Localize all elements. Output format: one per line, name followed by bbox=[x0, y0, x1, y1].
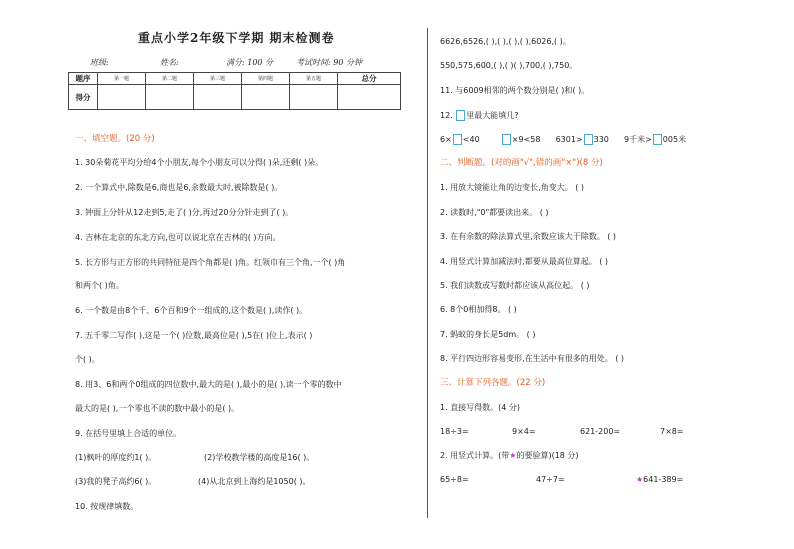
question-12 bbox=[440, 110, 519, 121]
full-score: 满分: 100 分 bbox=[226, 58, 274, 67]
judge-5: 5. 我们读数或写数时都应该从高位起。 ( ) bbox=[440, 281, 590, 290]
question-9: 9. 在括号里填上合适的单位。 bbox=[75, 429, 182, 438]
question-12-text: 里最大能填几? bbox=[466, 111, 519, 120]
star-icon: ★ bbox=[509, 451, 517, 460]
q12-item: 005米 bbox=[662, 135, 687, 144]
blank-box[interactable] bbox=[653, 134, 662, 145]
question-8-cont: 最大的是( ),一个零也不读的数中最小的是( )。 bbox=[75, 404, 240, 413]
question-5: 5. 长方形与正方形的共同特征是四个角都是( )角。红领巾有三个角,一个( )角 bbox=[75, 258, 346, 267]
question-7: 7. 五千零二写作( ),这是一个( )位数,最高位是( ),5在( )位上,表示( ) bbox=[75, 331, 313, 340]
judge-3: 3. 在有余数的除法算式里,余数应该大于除数。 ( ) bbox=[440, 232, 617, 241]
question-10: 10. 按规律填数。 bbox=[75, 502, 139, 511]
score-cell[interactable] bbox=[146, 85, 194, 110]
calc-1-item: 18÷3= bbox=[440, 427, 469, 436]
q12-item: 6× bbox=[440, 135, 452, 144]
question-12-items bbox=[440, 134, 686, 145]
q12-item: 6301> bbox=[555, 135, 583, 144]
score-table-col-4: 第四题 bbox=[242, 73, 290, 85]
blank-box[interactable] bbox=[502, 134, 511, 145]
question-3: 3. 钟面上分针从12走到5,走了( )分,再过20分分针走到了( )。 bbox=[75, 208, 294, 217]
blank-box[interactable] bbox=[584, 134, 593, 145]
judge-2: 2. 读数时,"0"都要读出来。 ( ) bbox=[440, 208, 549, 217]
score-cell[interactable] bbox=[290, 85, 338, 110]
q12-item: 9千米> bbox=[624, 135, 652, 144]
section-judgement: 二、判断题。(对的画"√",错的画"×")(8 分) bbox=[440, 158, 603, 168]
blank-box bbox=[456, 110, 465, 121]
calc-2-item-starred bbox=[636, 475, 683, 485]
question-1: 1. 30朵菊花平均分给4个小朋友,每个小朋友可以分得( )朵,还剩( )朵。 bbox=[75, 158, 324, 167]
question-4: 4. 吉林在北京的东北方向,也可以说北京在吉林的( )方向。 bbox=[75, 233, 281, 242]
q12-item: 330 bbox=[593, 135, 609, 144]
q12-item: ×9<58 bbox=[511, 135, 541, 144]
calc-1-item: 9×4= bbox=[512, 427, 536, 436]
score-table-col-1: 第一题 bbox=[98, 73, 146, 85]
column-divider bbox=[427, 28, 428, 518]
calc-1-item: 7×8= bbox=[660, 427, 684, 436]
calc-2-title bbox=[440, 451, 579, 461]
calc-2-title-text: 2. 用竖式计算。(带 bbox=[440, 451, 510, 460]
score-table-col-5: 第五题 bbox=[290, 73, 338, 85]
score-table-col-3: 第三题 bbox=[194, 73, 242, 85]
score-table-score-label: 得分 bbox=[69, 85, 98, 110]
calc-1-title: 1. 直接写得数。(4 分) bbox=[440, 403, 521, 412]
sequence-1: 6626,6526,( ),( ),( ),( ),6026,( )。 bbox=[440, 37, 571, 46]
blank-box[interactable] bbox=[453, 134, 462, 145]
question-9-2: (2)学校教学楼的高度是16( )。 bbox=[204, 453, 315, 462]
question-7-cont: 个( )。 bbox=[75, 355, 100, 364]
calc-2-title-text2: 的要验算)(18 分) bbox=[516, 451, 579, 460]
score-table-col-2: 第二题 bbox=[146, 73, 194, 85]
question-11: 11. 与6009相邻的两个数分别是( )和( )。 bbox=[440, 86, 590, 95]
score-cell-total[interactable] bbox=[338, 85, 401, 110]
class-label: 班级: bbox=[90, 58, 109, 67]
score-table-total: 总分 bbox=[338, 73, 401, 85]
section-calculation: 三、计算下列各题。(22 分) bbox=[440, 378, 546, 388]
judge-7: 7. 蚂蚁的身长是5dm。 ( ) bbox=[440, 330, 536, 339]
question-8: 8. 用3、6和两个0组成的四位数中,最大的是( ),最小的是( ),读一个零的数中 bbox=[75, 380, 342, 389]
calc-2-item: 47÷7= bbox=[536, 475, 565, 484]
judge-4: 4. 用竖式计算加减法时,都要从最高位算起。 ( ) bbox=[440, 257, 609, 266]
judge-1: 1. 用放大镜能让角的边变长,角变大。 ( ) bbox=[440, 183, 585, 192]
score-cell[interactable] bbox=[194, 85, 242, 110]
score-table bbox=[68, 72, 401, 110]
time-limit: 考试时间: 90 分钟 bbox=[296, 58, 362, 67]
judge-8: 8. 平行四边形容易变形,在生活中有很多的用处。 ( ) bbox=[440, 354, 625, 363]
question-9-3: (3)我的凳子高约6( )。 bbox=[75, 477, 157, 486]
page-title: 重点小学2年级下学期 期末检测卷 bbox=[138, 31, 335, 45]
question-9-1: (1)枫叶的厚度约1( )。 bbox=[75, 453, 157, 462]
section-fill-blank: 一、填空题。(20 分) bbox=[75, 134, 155, 144]
question-9-4: (4)从北京到上海约是1050( )。 bbox=[198, 477, 311, 486]
sequence-2: 550,575,600,( ),( )( ),700,( ),750。 bbox=[440, 61, 578, 70]
question-5-cont: 和两个( )角。 bbox=[75, 281, 124, 290]
name-label: 姓名: bbox=[160, 58, 179, 67]
q12-item: <40 bbox=[462, 135, 480, 144]
question-2: 2. 一个算式中,除数是6,商也是6,余数最大时,被除数是( )。 bbox=[75, 183, 283, 192]
score-cell[interactable] bbox=[98, 85, 146, 110]
judge-6: 6. 8个0相加得8。 ( ) bbox=[440, 305, 517, 314]
score-cell[interactable] bbox=[242, 85, 290, 110]
calc-2-item-text: 641-389= bbox=[643, 475, 684, 484]
star-icon: ★ bbox=[636, 475, 644, 484]
calc-2-item: 65÷8= bbox=[440, 475, 469, 484]
question-12-number: 12. bbox=[440, 111, 456, 120]
calc-1-item: 621-200= bbox=[580, 427, 621, 436]
question-6: 6. 一个数是由8个千、6个百和9个一组成的,这个数是( ),读作( )。 bbox=[75, 306, 308, 315]
score-table-row-label: 题序 bbox=[69, 73, 98, 85]
